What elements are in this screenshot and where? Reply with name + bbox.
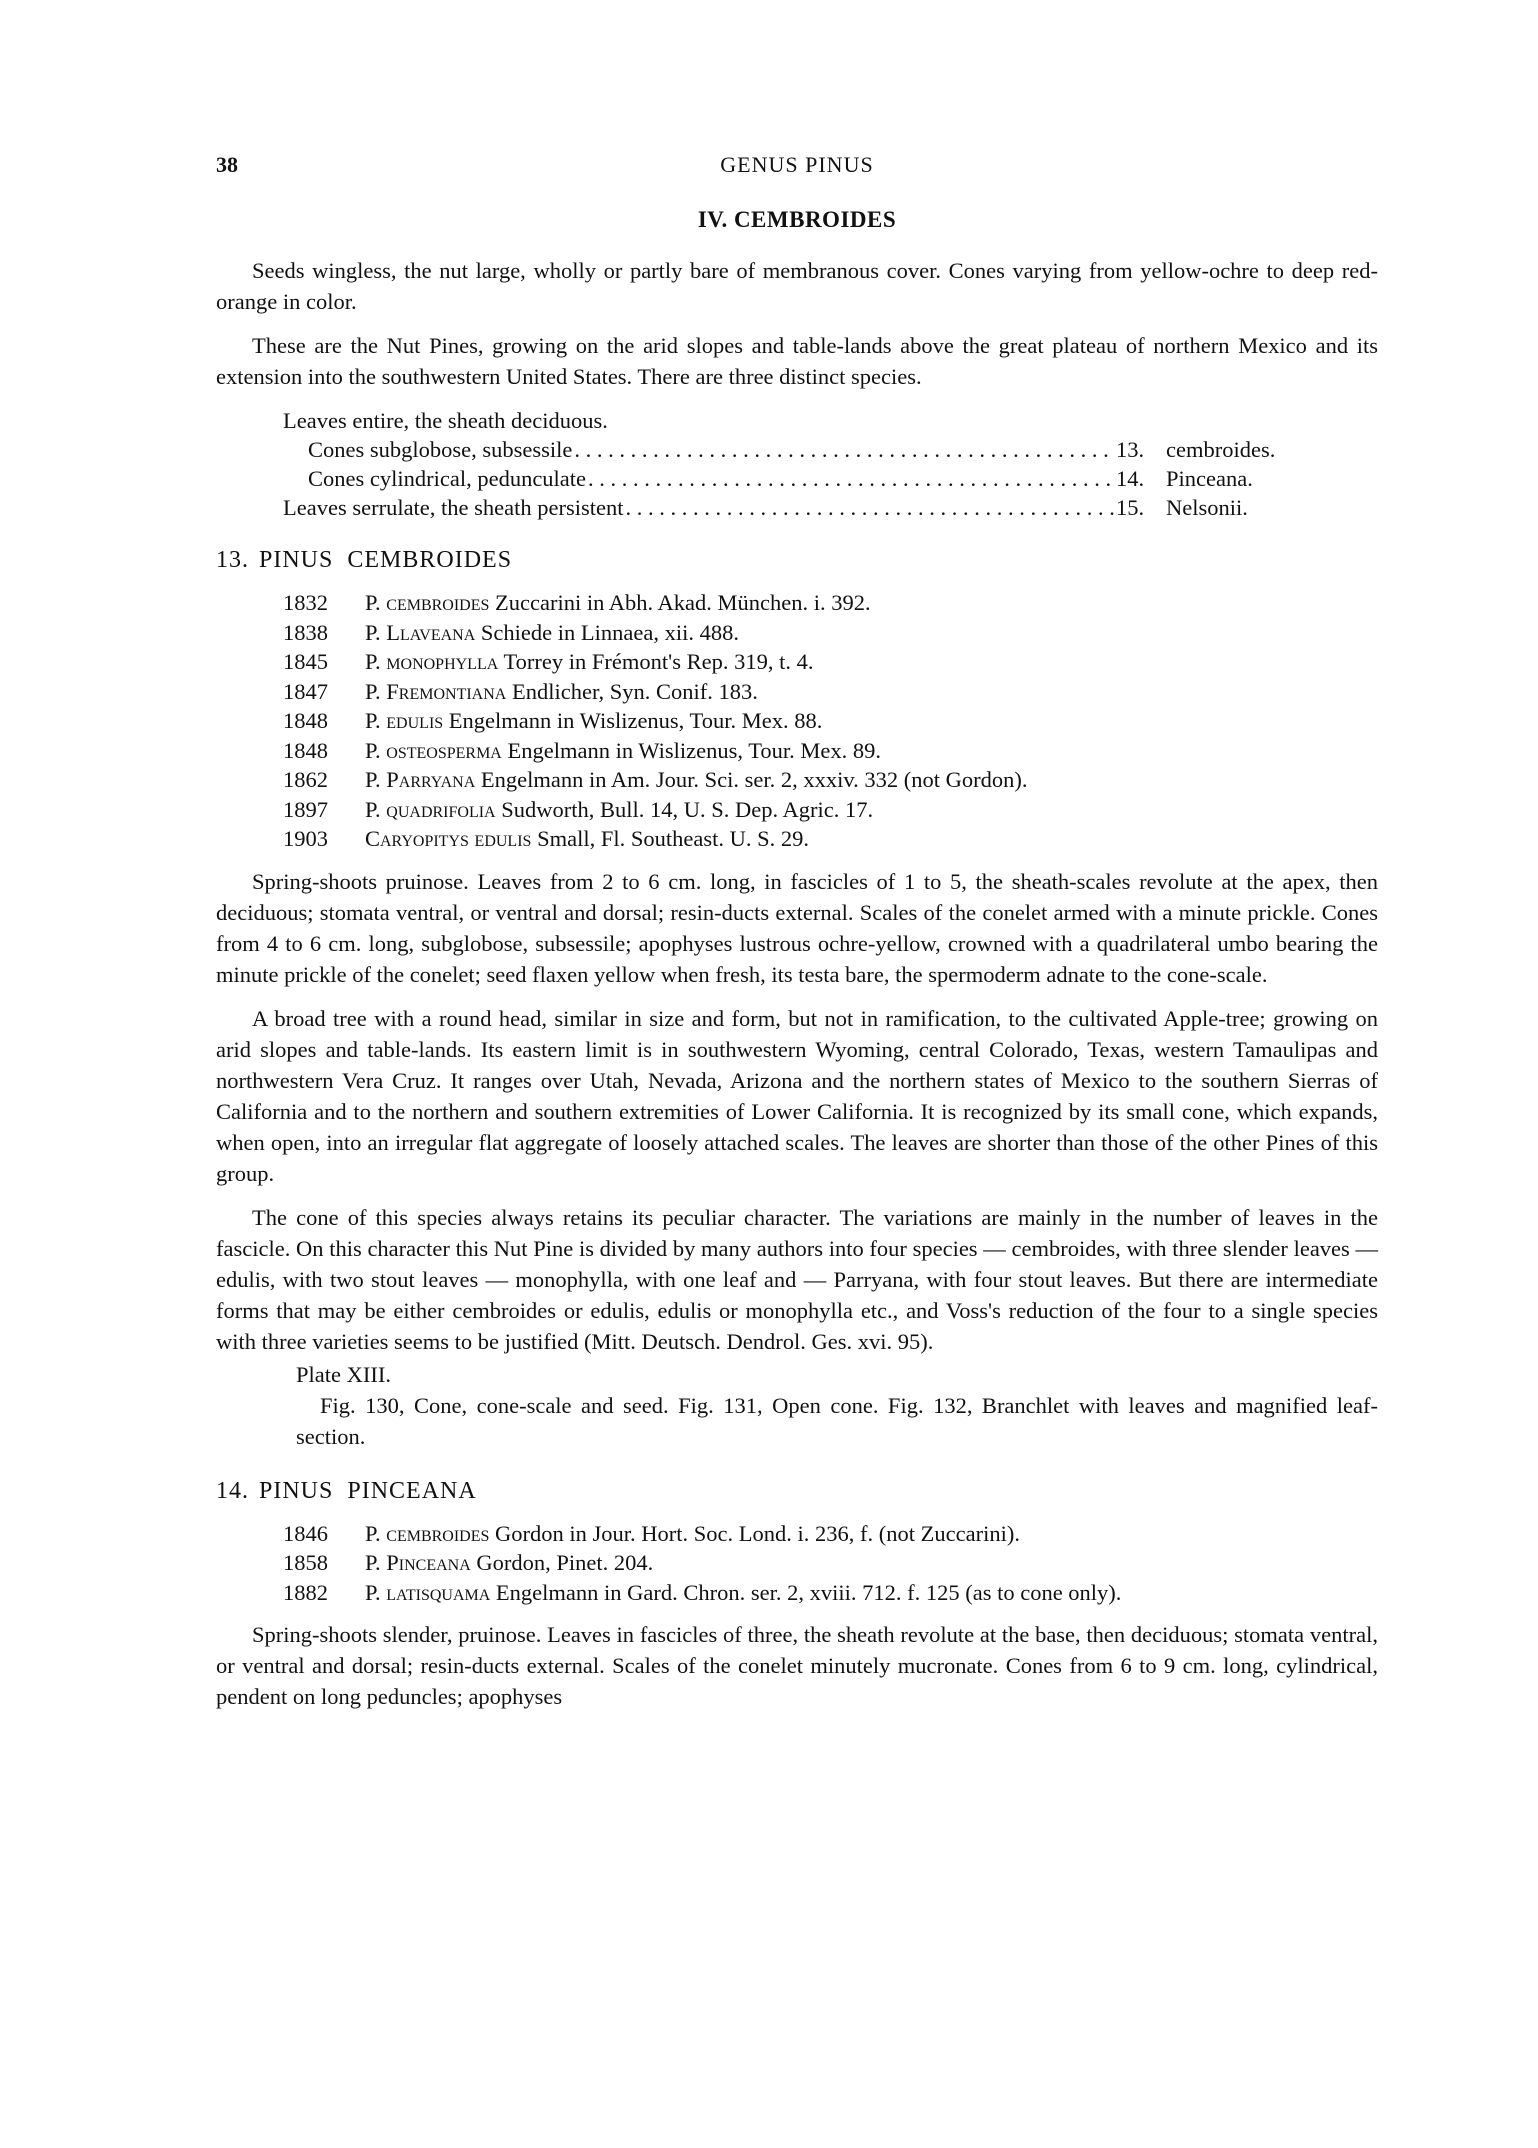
synonymy-year: 1847 xyxy=(283,678,328,704)
species-14-description: Spring-shoots slender, pruinose. Leaves in fascicles of three, the sheath revolute at the base, then deciduous; stomata ventral, or ventral and dorsal; resin-ducts external. Scales of the conelet minutely mucronate. Cones from 6 to 9 cm. long, cylindrical, pendent on long peduncles; apophyses xyxy=(216,1622,1378,1709)
synonymy-entry xyxy=(283,1518,1378,1548)
synonymy-year: 1903 xyxy=(283,826,328,851)
synonymy-genus: P. xyxy=(365,1550,381,1575)
synonymy-entry xyxy=(283,646,1378,676)
synonymy-genus: P. xyxy=(365,796,381,822)
synonymy-genus: P. xyxy=(365,649,381,674)
synonymy-epithet: monophylla xyxy=(386,649,499,674)
synonymy-citation: Gordon, Pinet. 204. xyxy=(476,1550,654,1575)
synonymy-year: 1882 xyxy=(283,1579,328,1605)
synonymy-epithet: quadrifolia xyxy=(386,796,496,822)
synonymy-citation: Zuccarini in Abh. Akad. München. i. 392. xyxy=(495,590,871,615)
key-row xyxy=(216,492,1378,521)
leader-dots xyxy=(588,463,1114,494)
synonymy-epithet: Parryana xyxy=(386,767,476,792)
synonymy-genus: Caryopitys xyxy=(365,826,469,851)
page-number: 38 xyxy=(216,152,238,177)
synonymy-entry xyxy=(283,794,1378,824)
species-13-range: A broad tree with a round head, similar in size and form, but not in ramification, to the cultivated Apple-tree; growing on arid slopes and table-lands. Its eastern limit is in southwestern Wyoming, central Colorado, Texas, western Tamaulipas and northwestern Vera Cruz. It ranges over Utah, Nevada, Arizona and the northern states of Mexico to the southern Sierras of California and to the northern and southern extremities of Lower California. It is recognized by its small cone, which expands, when open, into an irregular flat aggregate of loosely attached scales. The leaves are shorter than those of the other Pines of this group. xyxy=(216,1005,1378,1186)
key-row xyxy=(216,434,1378,463)
plate-reference: Plate XIII. xyxy=(296,1361,391,1387)
key-label: Cones cylindrical, pedunculate xyxy=(308,466,587,491)
synonymy-epithet: edulis xyxy=(386,708,444,733)
key-row xyxy=(216,405,1378,434)
key-row xyxy=(216,463,1378,492)
synonymy-genus: P. xyxy=(365,1520,381,1546)
synonymy-citation: Engelmann in Am. Jour. Sci. ser. 2, xxxiv. 332 (not Gordon). xyxy=(480,767,1028,792)
synonymy-genus: P. xyxy=(365,737,381,763)
synonymy-epithet: latisquama xyxy=(386,1579,491,1605)
leader-dots xyxy=(626,492,1115,523)
synonymy-entry xyxy=(283,617,1378,647)
figure-captions: Fig. 130, Cone, cone-scale and seed. Fig. 131, Open cone. Fig. 132, Branchlet with leaves and magnified leaf-section. xyxy=(296,1392,1378,1449)
synonymy-entry xyxy=(283,1547,1378,1577)
key-number: 15. xyxy=(1116,495,1145,520)
synonymy-year: 1832 xyxy=(283,590,328,615)
species-13-variation: The cone of this species always retains its peculiar character. The variations are mainly in the number of leaves in the fascicle. On this character this Nut Pine is divided by many authors into four species — cembroides, with three slender leaves — edulis, with two stout leaves — monophylla, with one leaf and — Parryana, with four stout leaves. But there are intermediate forms that may be either cembroides or edulis, edulis or monophylla etc., and Voss's reduction of the four to a single species with three varieties seems to be justified (Mitt. Deutsch. Dendrol. Ges. xvi. 95). xyxy=(216,1204,1378,1354)
synonymy-epithet: cembroides xyxy=(386,590,490,615)
synonymy-citation: Engelmann in Wislizenus, Tour. Mex. 88. xyxy=(448,708,823,733)
species-name: PINUS PINCEANA xyxy=(259,1477,477,1504)
synonymy-genus: P. xyxy=(365,678,381,704)
key-label: Leaves serrulate, the sheath persistent xyxy=(283,495,624,520)
synonymy-epithet: cembroides xyxy=(386,1520,490,1546)
synonymy-entry xyxy=(283,823,1378,853)
synonymy-epithet: osteosperma xyxy=(386,737,502,763)
synonymy-year: 1862 xyxy=(283,767,328,792)
synonymy-citation: Gordon in Jour. Hort. Soc. Lond. i. 236, f. (not Zuccarini). xyxy=(495,1520,1020,1546)
synonymy-citation: Small, Fl. Southeast. U. S. 29. xyxy=(537,826,809,851)
synonymy-entry xyxy=(283,764,1378,794)
key-number: 14. xyxy=(1116,466,1145,491)
synonymy-genus: P. xyxy=(365,619,381,645)
synonymy-year: 1838 xyxy=(283,619,328,645)
synonymy-entry xyxy=(283,705,1378,735)
running-title: GENUS PINUS xyxy=(720,152,874,177)
synonymy-citation: Engelmann in Gard. Chron. ser. 2, xviii. 712. f. 125 (as to cone only). xyxy=(495,1579,1122,1605)
key-label: Cones subglobose, subsessile xyxy=(308,437,573,462)
section-description-paragraph: These are the Nut Pines, growing on the arid slopes and table-lands above the great plateau of northern Mexico and its extension into the southwestern United States. There are three distinct species. xyxy=(216,333,1378,389)
synonymy-list xyxy=(216,1518,1378,1607)
synonymy-citation: Sudworth, Bull. 14, U. S. Dep. Agric. 17. xyxy=(501,796,874,822)
synonymy-citation: Schiede in Linnaea, xii. 488. xyxy=(480,619,739,645)
section-title: IV. CEMBROIDES xyxy=(697,207,897,232)
synonymy-epithet: Llaveana xyxy=(386,619,476,645)
species-number: 13. xyxy=(216,547,249,573)
synonymy-citation: Engelmann in Wislizenus, Tour. Mex. 89. xyxy=(507,737,882,763)
synonymy-year: 1848 xyxy=(283,708,328,733)
key-species-name: Pinceana. xyxy=(1166,466,1253,491)
synonymy-genus: P. xyxy=(365,708,381,733)
synonymy-year: 1897 xyxy=(283,796,328,822)
species-heading-14 xyxy=(216,1476,1378,1510)
key-species-name: Nelsonii. xyxy=(1166,495,1248,520)
synonymy-citation: Endlicher, Syn. Conif. 183. xyxy=(511,678,758,704)
species-13-description: Spring-shoots pruinose. Leaves from 2 to 6 cm. long, in fascicles of 1 to 5, the sheath-scales revolute at the apex, then deciduous; stomata ventral, or ventral and dorsal; resin-ducts external. Scales of the conelet armed with a minute prickle. Cones from 4 to 6 cm. long, subglobose, subsessile; apophyses lustrous ochre-yellow, crowned with a quadrilateral umbo bearing the minute prickle of the conelet; seed flaxen yellow when fresh, its testa bare, the spermoderm adnate to the cone-scale. xyxy=(216,868,1378,987)
synonymy-genus: P. xyxy=(365,767,381,792)
synonymy-year: 1845 xyxy=(283,649,328,674)
synonymy-entry xyxy=(283,1577,1378,1607)
section-intro-paragraph: Seeds wingless, the nut large, wholly or partly bare of membranous cover. Cones varying from yellow-ochre to deep red-orange in color. xyxy=(216,258,1378,314)
synonymy-citation: Torrey in Frémont's Rep. 319, t. 4. xyxy=(503,649,814,674)
leader-dots xyxy=(574,434,1114,465)
species-name: PINUS CEMBROIDES xyxy=(259,547,513,573)
body-text xyxy=(216,255,1378,1712)
synonymy-epithet: Fremontiana xyxy=(386,678,507,704)
synonymy-epithet: edulis xyxy=(474,826,532,851)
synonymy-epithet: Pinceana xyxy=(386,1550,471,1575)
synonymy-entry xyxy=(283,676,1378,706)
synonymy-genus: P. xyxy=(365,590,381,615)
synonymy-year: 1858 xyxy=(283,1550,328,1575)
species-number: 14. xyxy=(216,1477,249,1504)
key-label: Leaves entire, the sheath deciduous. xyxy=(283,408,608,433)
synonymy-entry xyxy=(283,587,1378,617)
synonymy-year: 1848 xyxy=(283,737,328,763)
species-heading-13 xyxy=(216,545,1378,579)
species-key xyxy=(216,405,1378,521)
synonymy-entry xyxy=(283,735,1378,765)
key-number: 13. xyxy=(1116,437,1145,462)
running-header xyxy=(216,152,1378,182)
key-species-name: cembroides. xyxy=(1166,437,1276,462)
synonymy-year: 1846 xyxy=(283,1520,328,1546)
synonymy-list xyxy=(216,587,1378,853)
synonymy-genus: P. xyxy=(365,1579,381,1605)
